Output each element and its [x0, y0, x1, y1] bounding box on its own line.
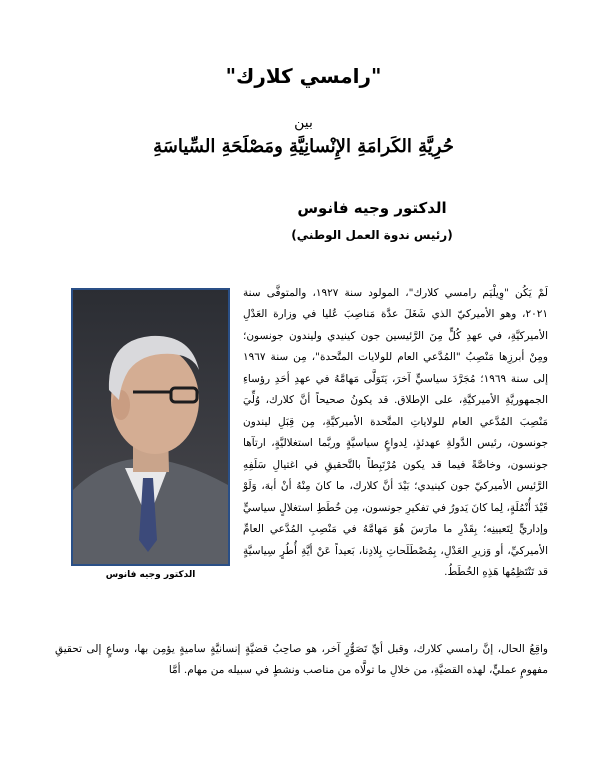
author-photo: [71, 288, 230, 566]
title-connector: بين: [294, 115, 313, 131]
author-role: (رئيس ندوة العمل الوطني): [291, 228, 453, 242]
author-portrait-illustration: [73, 290, 228, 564]
photo-caption: الدكتور وجيه فانوس: [105, 570, 196, 580]
author-name: الدكتور وجيه فانوس: [297, 199, 447, 217]
body-paragraph-2: واقِعُ الحال، إنَّ رامسي كلارك، وقبل أيِّ تَصَوُّرٍ آخر، هو صاحِبُ قضيَّةٍ إنسانيَّةٍ ساميةٍ يؤمِن بها، وساعٍ إلى تحقيقِ مفهومٍ عمليٍّ، لهذه القضيَّةِ، من خلالِ ما تولَّاه من مناصب ونشطٍ في سبيله من مهام. أمَّا: [55, 642, 548, 676]
body-paragraph-1: لَمْ يَكُن "وِيلْيَم رامسي كلارك"، المولود سنة ١٩٢٧، والمتوفَّى سنة ٢٠٢١، وهو الأميركيّ الذي شَغَلَ عدَّة مَناصِبَ عُليا في وزارة العَدْلِ الأميركيَّةِ، في عهدِ كُلٍّ مِنَ الرَّئيسين جون كينيدي وليندون جونسون؛ ومِنْ أبرزِها مَنْصِبُ "المُدَّعي العام للولايات المتَّحدة"، مِن سنة ١٩٦٧ إلى سنة ١٩٦٩؛ مُجَرَّدَ سياسيٍّ آخرَ، يَتَوَلَّى مَهامَّهُ في عهدِ أحَدِ رؤساءِ الجمهوريَّةِ الأميركيَّةِ، على الإطلاق. قد يكونُ صحيحاً أنَّ كلارك، وُلِّيَ مَنْصِبَ المُدَّعي العام للولاياتِ المتَّحدة الأميركيَّةِ، مِن قِبَلِ ليندون جونسون، رئيس الدَّولةِ عهدئذٍ، لِدواعٍ سياسيَّةٍ وربَّما استغلاليَّةٍ، ارتآها جونسون، وخاصَّةً فيما قد يكون مُرْتَبِطاً بالتَّحقيقِ في اغتيالِ سَلَفِهِ الرَّئيس الأميركيّ جون كينيدي؛ بَيْدَ أنَّ كلارك، ما كانَ مِنْهُ أنْ أبهَ، وَلَوْ قَيْدَ أُنْمُلَةٍ، لِما كانَ يَدورُ في تفكيرِ جونسون، مِن خُطَطِ استغلالٍ سياسيٍّ وإداريٍّ لِتَعيينِه؛ بِقَدْرِ ما مارَسَ هُوَ مَهامَّهُ في مَنْصِبِ المُدَّعي العامِّ الأميركيِّ، أو وَزيرِ العَدْلِ، بِمُصْطَلَحاتِ بِلادِنا، بَعيداً عَنْ أيَّةِ أُطُرٍ سِياسيَّةٍ قد تَنْتَظِمُها هَذِهِ الخُطَطُ.: [243, 286, 549, 578]
document-title: "رامسي كلارك": [225, 64, 382, 88]
document-subtitle: حُرِيَّةِ الكَرامَةِ الإِنْسانِيَّةِ ومَصْلَحَةِ السِّياسَةِ: [153, 136, 454, 157]
